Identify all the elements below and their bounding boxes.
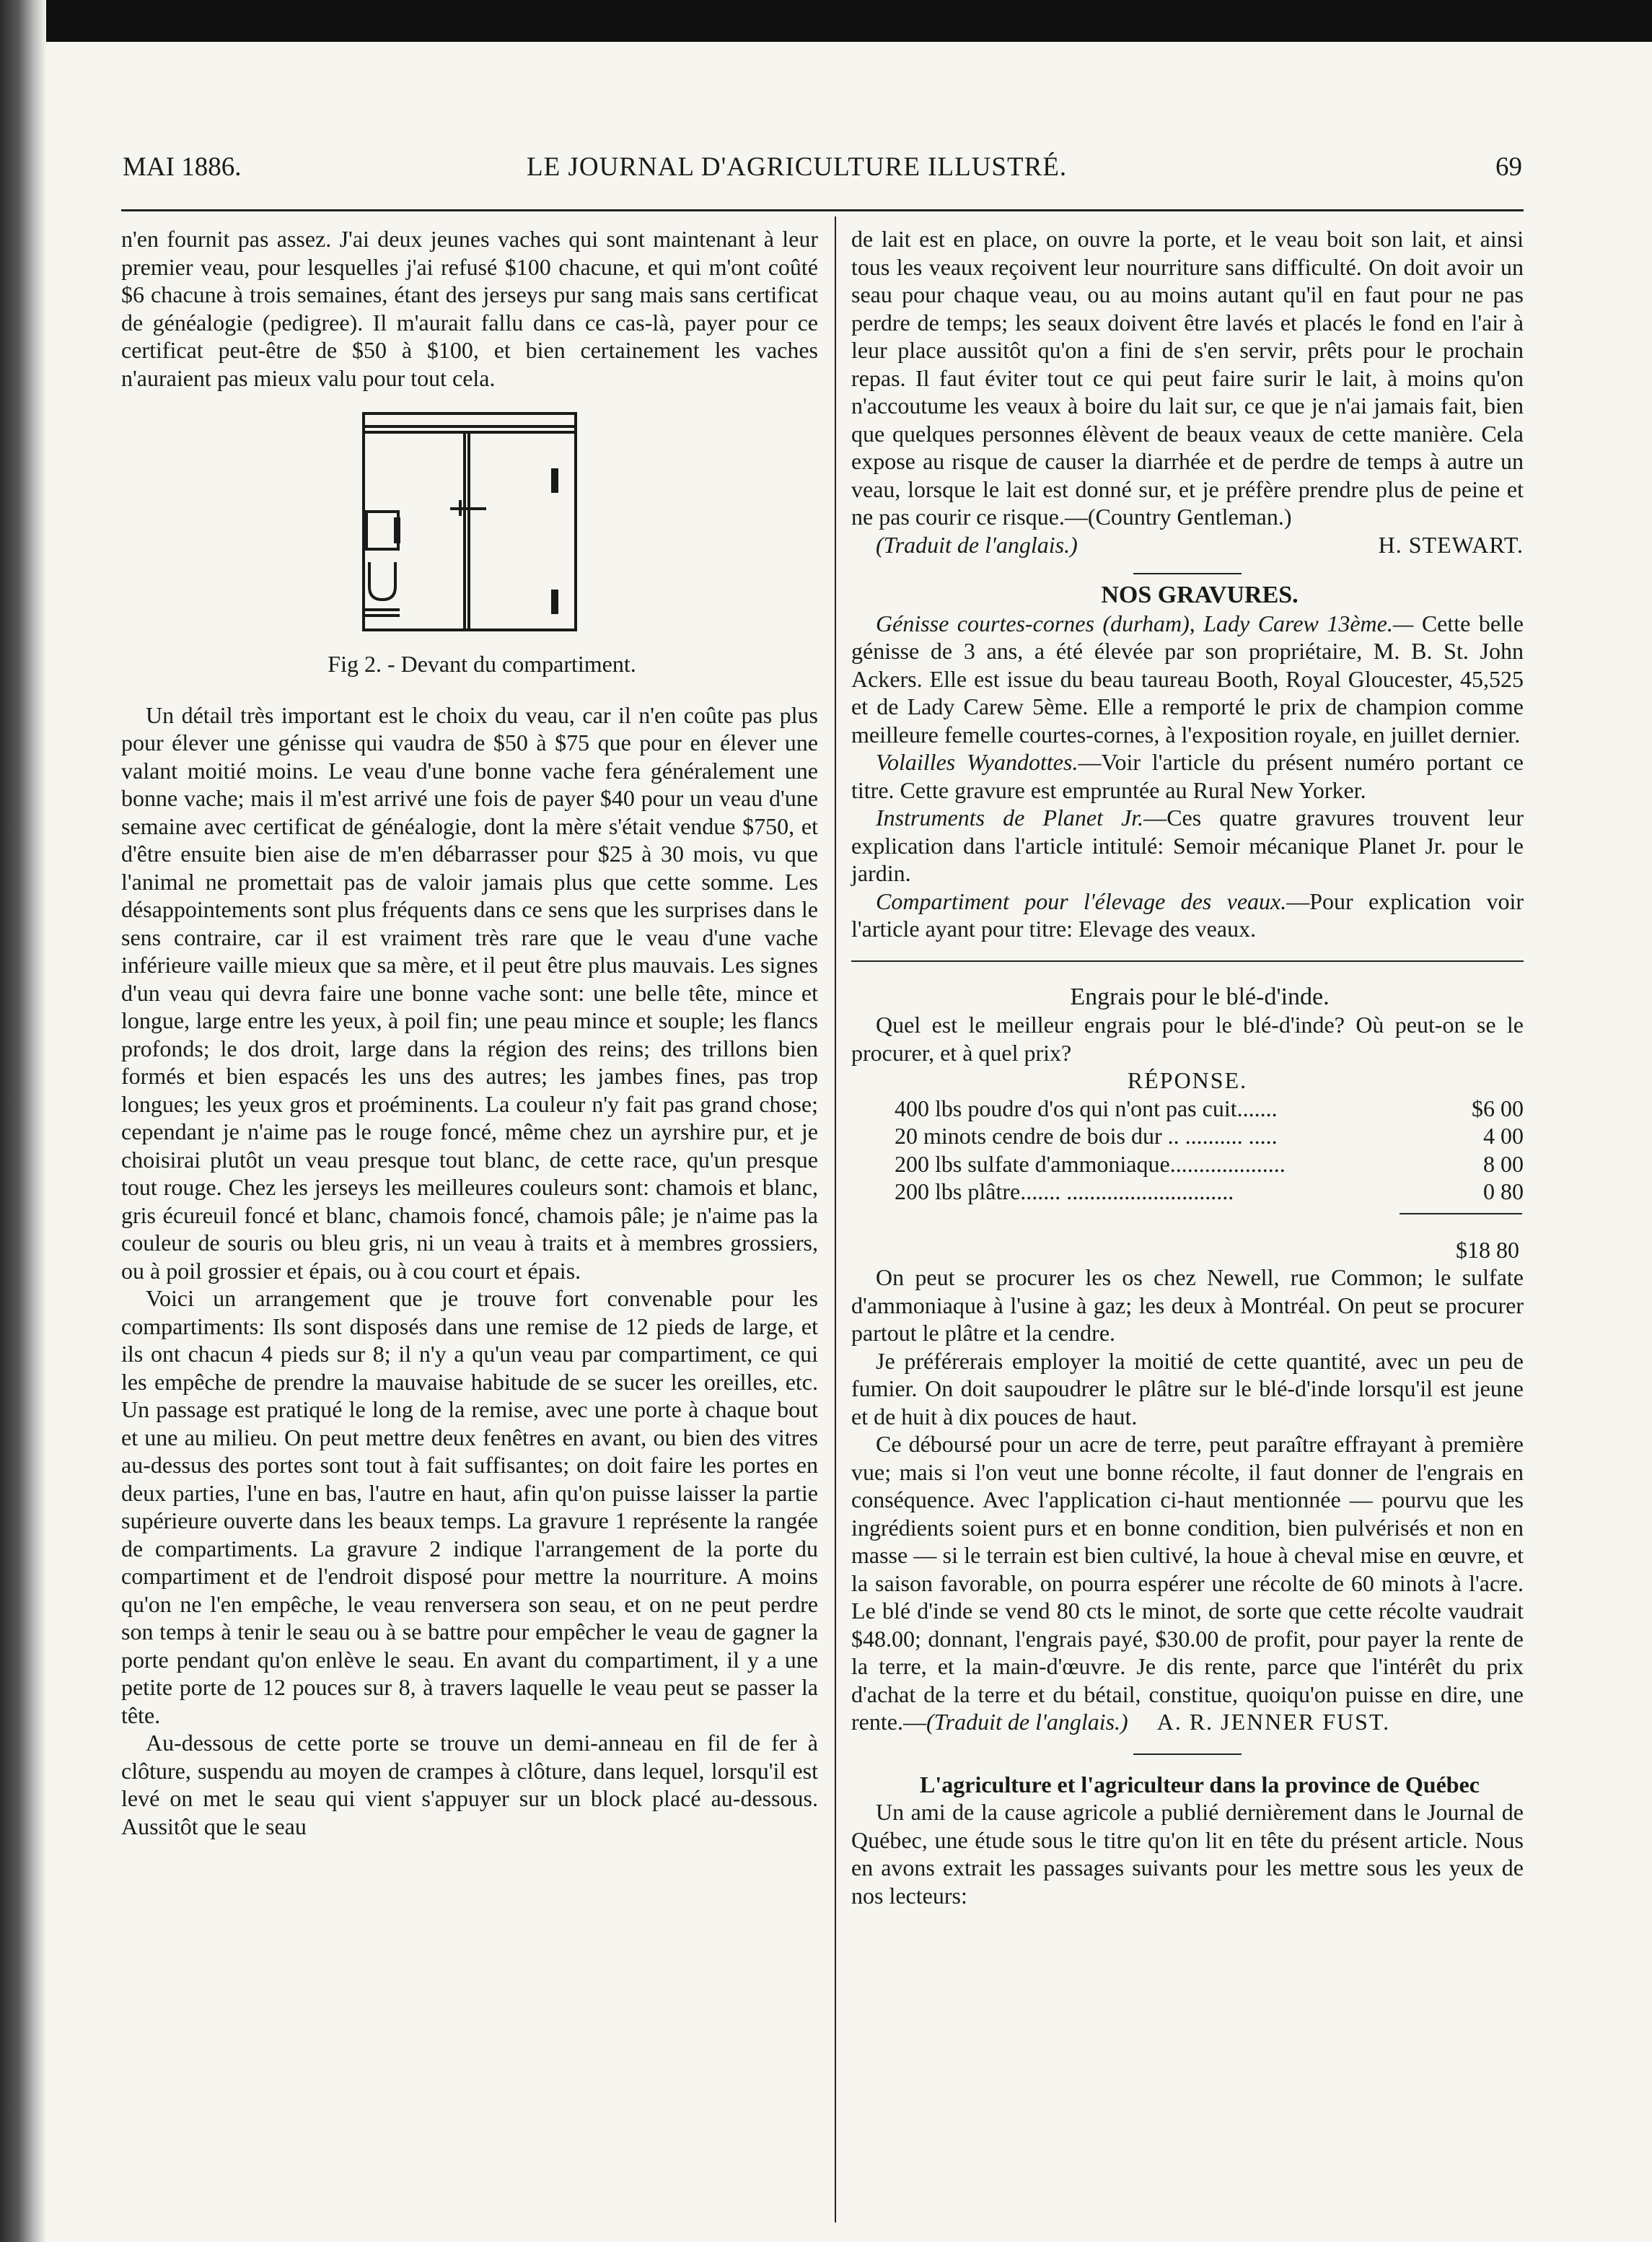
total-rule — [1400, 1213, 1522, 1214]
signature-line — [851, 531, 1524, 559]
page-header — [123, 152, 1522, 195]
translation-note: (Traduit de l'anglais.) — [876, 531, 1078, 558]
paragraph: On peut se procurer les os chez Newell, rue Common; le sulfate d'ammoniaque à l'usine à gaz; les deux à Montréal. On peut se procurer partout le plâtre et la cendre. — [851, 1264, 1524, 1346]
paragraph: n'en fournit pas assez. J'ai deux jeunes vaches qui sont maintenant à leur premier veau, pour lesquelles j'ai refusé $100 chacune, et qui m'ont coûté $6 chacune à trois semaines, étant des jerseys pur sang mais sans certificat de généalogie (pedigree). Il m'aurait fallu dans ce cas-là, payer pour ce certificat peut-être de $50 à $100, et bien certainement les vaches n'auraient pas mieux valu pour tout cela. — [121, 226, 818, 391]
paragraph: Ce déboursé pour un acre de terre, peut paraître effrayant à première vue; mais si l'on veut une bonne récolte, il faut donner de l'engrais en conséquence. Avec l'application ci-haut mentionnée — pourvu que les ingrédients soient purs et en bonne condition, bien pulvérisés et non en masse — si le terrain est bien cultivé, la houe à cheval mise en œuvre, et la saison favorable, on pourra espérer une récolte de 60 minots à l'acre. Le blé d'inde se vend 80 cts le minot, de sorte que cette récolte vaudrait $48.00; donnant, l'engrais payé, $30.00 de profit, pour payer la rente de la terre, et la main-d'œuvre. Je dis rente, parce que l'intérêt du prix d'achat de la terre et du bétail, constitue, quoiqu'on puisse en dire, une rente.—(Traduit de l'anglais.) A. R. JENNER FUST. — [851, 1431, 1524, 1735]
section-rule — [851, 960, 1524, 962]
scan-left-edge — [0, 0, 46, 2242]
paragraph: Quel est le meilleur engrais pour le blé-d'inde? Où peut-on se le procurer, et à quel prix? — [851, 1012, 1524, 1066]
total-amount: $18 80 — [1456, 1236, 1519, 1263]
paragraph: de lait est en place, on ouvre la porte, et le veau boit son lait, et ainsi tous les veaux reçoivent leur nourriture sans difficulté. On doit avoir un seau pour chaque veau, ou au moins autant qu'il en faut pour ne pas perdre de temps; les seaux doivent être lavés et placés le fond en l'air à leur place aussitôt qu'on a fini de s'en servir, prêts pour le prochain repas. Il faut éviter tout ce qui peut faire surir le lait, à moins qu'on n'accoutume les veaux à boire du lait sur, ce que je n'ai jamais fait, bien que quelques personnes élèvent de beaux veaux de cette manière. Cela expose au risque de causer la diarrhée et de perdre de temps à autre un veau, lorsque le lait est donné sur, et je préfère prendre plus de peine et ne pas courir ce risque.—(Country Gentleman.) — [851, 226, 1524, 530]
engraving-note: Compartiment pour l'élevage des veaux.—Pour explication voir l'article ayant pour titre: Elevage des veaux. — [851, 888, 1524, 942]
section-heading: NOS GRAVURES. — [1101, 582, 1299, 608]
left-column — [121, 225, 818, 1840]
fertilizer-table — [895, 1095, 1524, 1264]
engraving-note: Instruments de Planet Jr.—Ces quatre gravures trouvent leur explication dans l'article intitulé: Semoir mécanique Planet Jr. pour le jardin. — [851, 805, 1524, 886]
page-number: 69 — [1495, 152, 1522, 182]
author-signature: H. STEWART. — [1378, 531, 1524, 558]
table-row: 200 lbs plâtre....... ............................. 0 80 — [895, 1178, 1524, 1204]
table-row: 200 lbs sulfate d'ammoniaque.................... 8 00 — [895, 1150, 1524, 1177]
header-date: MAI 1886. — [123, 152, 242, 182]
column-divider — [835, 216, 836, 2223]
paragraph: Un détail très important est le choix du veau, car il n'en coûte pas plus pour élever une génisse qui vaudra de $50 à $75 que pour en élever une valant moitié moins. Le veau d'une bonne vache fera généralement une bonne vache; mais il m'est arrivé une fois de payer $40 pour un veau d'une semaine avec certificat de généalogie, dont la mère s'était vendue $750, et d'être ensuite bien aise de m'en débarrasser pour $25 à 30 mois, vu que l'animal ne promettait pas de valoir jamais plus que cette somme. Les désappointements sont plus fréquents dans ce sens que les surprises dans le sens contraire, car il est vraiment très rare que le veau d'une vache inférieure vaille mieux que sa mère, et il peut être plus mauvais. Les signes d'un veau qui devra faire une bonne vache sont: une belle tête, mince et longue, large entre les yeux, à poil fin; une peau mince et souple; les flancs profonds; le dos droit, large dans la région des reins; des trillons bien formés et bien espacés les uns des autres; les jambes fines, pas trop longues; les yeux gros et proéminents. La couleur n'y fait pas grand chose; cependant je n'aime pas le rouge foncé, même chez un ayrshire pur, et je choisirai plutôt un veau presque tout blanc, de cette race, qu'un presque tout rouge. Chez les jerseys les meilleures couleurs sont: chamois et blanc, gris écureuil foncé et blanc, chamois foncé, chamois pâle; je n'aime pas la couleur de souris ou bleu gris, ni un veau à traits et à membres grossiers, ou à poil grossier et épais, ou à cou court et épais. — [121, 701, 818, 1284]
paragraph: Voici un arrangement que je trouve fort convenable pour les compartiments: Ils sont disposés dans une remise de 12 pieds de large, et ils ont chacun 4 pieds sur 8; il n'y a qu'un veau par compartiment, ce qui les empêche de prendre la mauvaise habitude de se sucer les oreilles, etc. Un passage est pratiqué le long de la remise, avec une porte à chaque bout et une au milieu. On peut mettre deux fenêtres en avant, ou bien des vitres au-dessus des portes sont tout à fait suffisantes; on doit faire les portes en deux parties, l'une en bas, l'autre en haut, afin qu'on puisse laisser la partie supérieure ouverte dans les beaux temps. La gravure 1 représente la rangée de compartiments. La gravure 2 indique l'arrangement de la porte du compartiment et de l'endroit disposé pour mettre la nourriture. A moins qu'on ne l'en empêche, le veau renversera son seau, et on ne peut perdre son temps à tenir le seau ou à se battre pour empêcher le veau de gagner la porte pendant qu'on enlève le seau. En avant du compartiment, il y a une petite porte de 12 pouces sur 8, à travers laquelle le veau peut se passer la tête. — [121, 1285, 818, 1728]
section-rule — [1133, 1753, 1242, 1755]
right-column — [851, 225, 1524, 1909]
section-rule — [1133, 573, 1242, 574]
header-rule — [121, 209, 1524, 211]
paragraph: Un ami de la cause agricole a publié dernièrement dans le Journal de Québec, une étude sous le titre qu'on lit en tête du présent article. Nous en avons extrait les passages suivants pour les mettre sous les yeux de nos lecteurs: — [851, 1799, 1524, 1909]
section-heading: L'agriculture et l'agriculteur dans la province de Québec — [920, 1771, 1480, 1797]
compartment-door-figure — [359, 411, 583, 641]
figure-caption: Fig 2. - Devant du compartiment. — [328, 651, 636, 677]
table-row: 20 minots cendre de bois dur .. .......... ..... 4 00 — [895, 1123, 1524, 1149]
paragraph: Au-dessous de cette porte se trouve un demi-anneau en fil de fer à clôture, suspendu au moyen de crampes à clôture, dans lequel, lorsqu'il est levé on met le seau qui vient s'appuyer sur un block placé au-dessous. Aussitôt que le seau — [121, 1730, 818, 1839]
engraving-note: Volailles Wyandottes.—Voir l'article du présent numéro portant ce titre. Cette gravure est empruntée au Rural New Yorker. — [851, 749, 1524, 803]
engraving-note: Génisse courtes-cornes (durham), Lady Carew 13ème.— Cette belle génisse de 3 ans, a été élevée par son propriétaire, M. B. St. John Ackers. Elle est issue du beau taureau Booth, Royal Gloucester, 45,525 et de Lady Carew 5ème. Elle a remporté le prix de champion comme meilleure femelle courtes-cornes, à l'exposition royale, en juillet dernier. — [851, 610, 1524, 748]
paragraph: Je préférerais employer la moitié de cette quantité, avec un peu de fumier. On doit saupoudrer le plâtre sur le blé-d'inde lorsqu'il est jeune et de huit à dix pouces de haut. — [851, 1347, 1524, 1429]
journal-title: LE JOURNAL D'AGRICULTURE ILLUSTRÉ. — [527, 152, 1068, 182]
reponse-label: RÉPONSE. — [1127, 1067, 1248, 1093]
scan-top-border — [0, 0, 1652, 42]
table-row: 400 lbs poudre d'os qui n'ont pas cuit....... $6 00 — [895, 1095, 1524, 1121]
section-heading: Engrais pour le blé-d'inde. — [1070, 983, 1330, 1010]
